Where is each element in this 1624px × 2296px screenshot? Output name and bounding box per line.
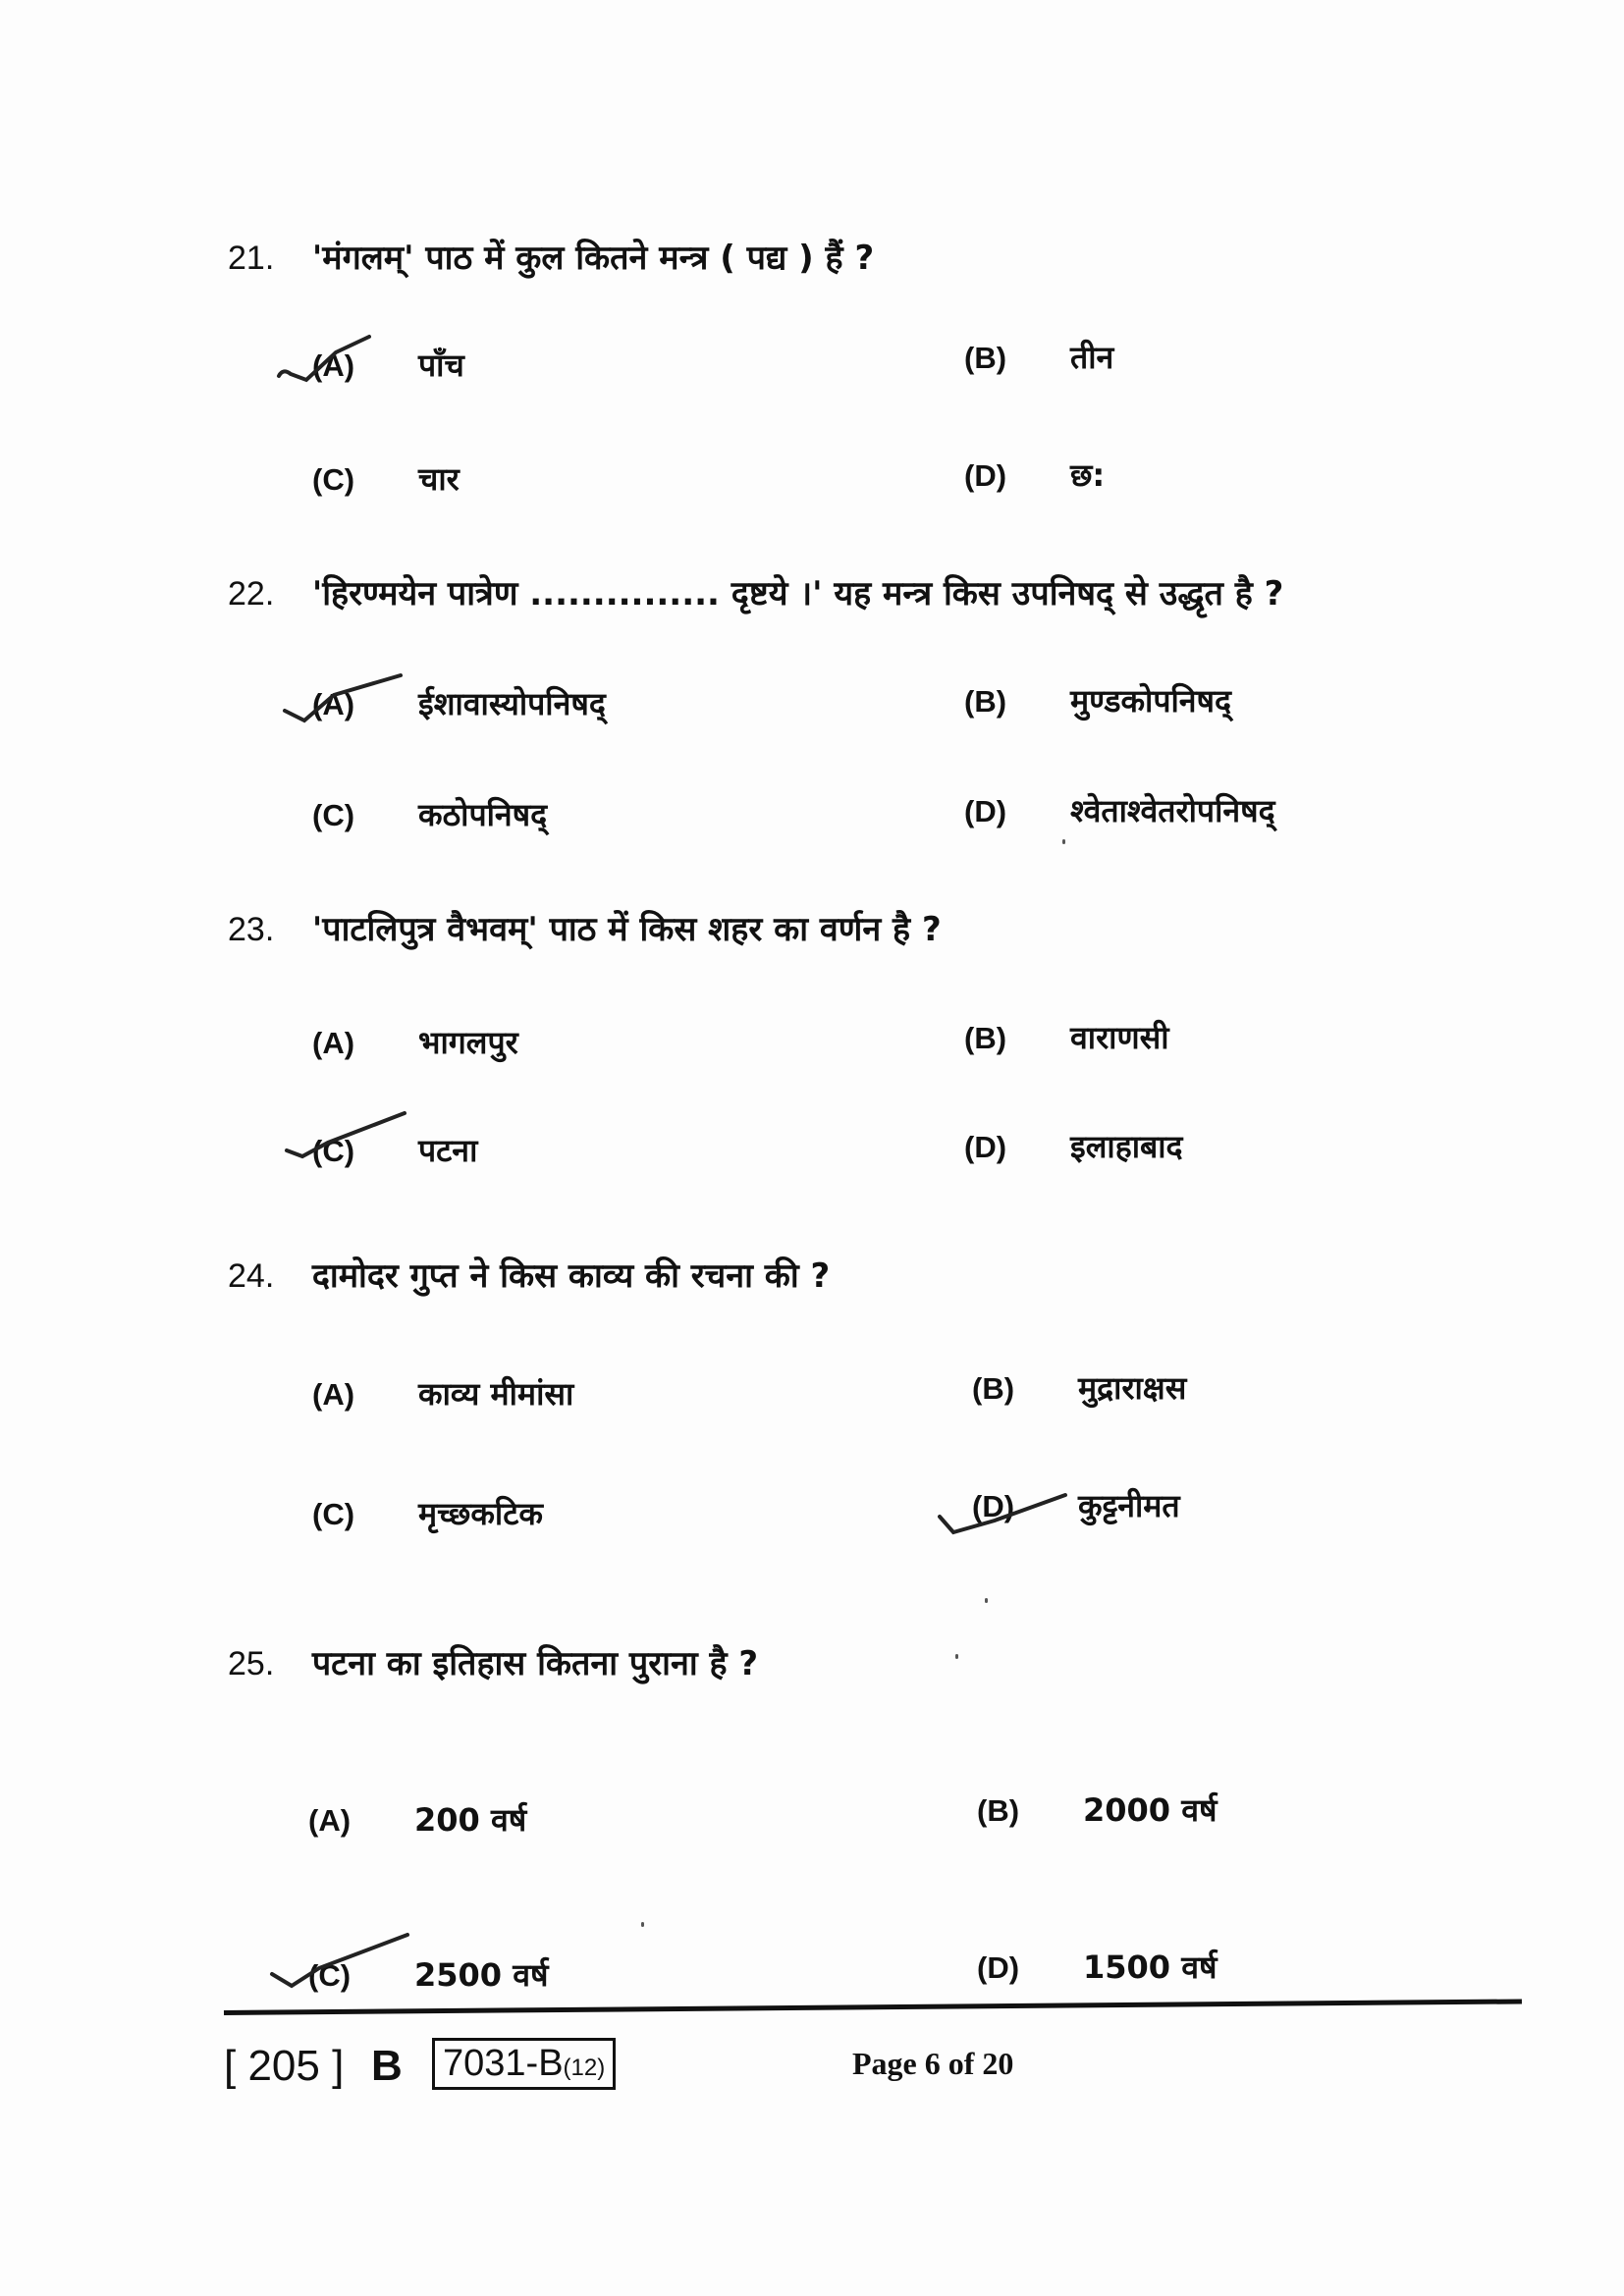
option-label: (D) <box>964 794 1007 828</box>
option-23-d[interactable] <box>964 1125 1183 1167</box>
question-number: 23. <box>228 911 275 948</box>
option-text: कुट्टनीमत <box>1078 1487 1180 1524</box>
option-text: छ: <box>1070 456 1106 494</box>
option-25-d[interactable] <box>977 1946 1218 1988</box>
option-25-c[interactable] <box>308 1953 549 1996</box>
option-label: (D) <box>964 1130 1007 1164</box>
option-22-d[interactable] <box>964 789 1275 831</box>
option-label: (C) <box>312 1134 355 1168</box>
option-text: कठोपनिषद् <box>418 796 548 833</box>
question-23 <box>228 905 942 950</box>
option-text: वाराणसी <box>1070 1019 1169 1056</box>
question-text: दामोदर गुप्त ने किस काव्य की रचना की ? <box>311 1256 831 1296</box>
option-label: (C) <box>312 462 355 497</box>
option-22-b[interactable] <box>964 679 1231 721</box>
question-text: 'मंगलम्' पाठ में कुल कितने मन्त्र ( पद्य ) हैं ? <box>311 239 875 278</box>
option-text: श्वेताश्वेतरोपनिषद् <box>1070 792 1275 829</box>
option-label: (C) <box>308 1958 352 1993</box>
option-25-b[interactable] <box>977 1789 1218 1831</box>
option-text: 2500 वर्ष <box>414 1956 549 1994</box>
scan-speck <box>1062 839 1065 844</box>
option-text: 2000 वर्ष <box>1083 1791 1218 1829</box>
paper-code-suffix: (12) <box>563 2055 606 2081</box>
option-label: (A) <box>312 687 355 721</box>
option-21-c[interactable] <box>312 457 460 500</box>
option-label: (A) <box>312 1377 355 1412</box>
option-text: ईशावास्योपनिषद् <box>418 685 606 722</box>
option-22-a[interactable] <box>312 682 606 724</box>
page-number: Page 6 of 20 <box>852 2046 1014 2081</box>
paper-code: 7031-B <box>443 2043 564 2084</box>
option-25-a[interactable] <box>308 1798 526 1841</box>
option-label: (A) <box>312 1026 355 1060</box>
option-label: (D) <box>977 1950 1020 1985</box>
option-text: पाँच <box>418 347 464 384</box>
question-number: 25. <box>228 1645 275 1682</box>
option-21-d[interactable] <box>964 454 1105 496</box>
option-23-b[interactable] <box>964 1016 1169 1058</box>
option-text: इलाहाबाद <box>1070 1128 1183 1165</box>
option-text: मुद्राराक्षस <box>1078 1369 1187 1407</box>
page-footer <box>224 2042 1530 2110</box>
question-number: 22. <box>228 575 275 613</box>
option-label: (B) <box>964 684 1007 719</box>
question-24 <box>228 1252 830 1297</box>
option-24-d[interactable] <box>972 1484 1180 1526</box>
scan-speck <box>641 1922 644 1927</box>
option-label: (B) <box>964 341 1007 375</box>
option-24-a[interactable] <box>312 1372 573 1415</box>
booklet-code: [ 205 ] <box>224 2042 345 2090</box>
question-text: पटना का इतिहास कितना पुराना है ? <box>311 1644 759 1683</box>
option-label: (B) <box>964 1021 1007 1055</box>
option-21-a[interactable] <box>312 344 464 386</box>
option-22-c[interactable] <box>312 793 547 835</box>
option-label: (A) <box>308 1803 352 1838</box>
option-label: (D) <box>972 1489 1015 1523</box>
option-text: पटना <box>418 1132 478 1169</box>
option-24-c[interactable] <box>312 1492 543 1534</box>
option-23-a[interactable] <box>312 1021 518 1063</box>
option-label: (B) <box>977 1793 1020 1828</box>
question-number: 24. <box>228 1257 275 1295</box>
option-label: (C) <box>312 1497 355 1531</box>
question-text: 'हिरण्मयेन पात्रेण ............... दृष्टये ।' यह मन्त्र किस उपनिषद् से उद्धृत है ? <box>311 574 1284 614</box>
option-text: चार <box>418 460 460 498</box>
option-text: मृच्छकटिक <box>418 1495 543 1532</box>
question-21 <box>228 234 874 279</box>
option-label: (D) <box>964 458 1007 493</box>
option-text: काव्य मीमांसा <box>418 1375 574 1413</box>
question-text: 'पाटलिपुत्र वैभवम्' पाठ में किस शहर का वर्णन है ? <box>311 910 942 949</box>
scan-speck <box>985 1598 988 1603</box>
question-25 <box>228 1639 758 1684</box>
option-text: तीन <box>1070 339 1114 376</box>
option-23-c[interactable] <box>312 1129 477 1171</box>
series-label: B <box>371 2042 403 2090</box>
option-21-b[interactable] <box>964 336 1113 378</box>
option-text: भागलपुर <box>418 1024 518 1061</box>
option-label: (C) <box>312 798 355 832</box>
option-text: मुण्डकोपनिषद् <box>1070 682 1232 720</box>
footer-divider <box>224 1999 1522 2015</box>
option-text: 200 वर्ष <box>414 1801 527 1839</box>
scan-speck <box>955 1654 958 1659</box>
paper-code-box <box>432 2038 616 2090</box>
option-24-b[interactable] <box>972 1366 1186 1409</box>
question-number: 21. <box>228 240 275 277</box>
option-label: (B) <box>972 1371 1015 1406</box>
option-label: (A) <box>312 348 355 383</box>
option-text: 1500 वर्ष <box>1083 1949 1218 1986</box>
question-22 <box>228 569 1283 614</box>
